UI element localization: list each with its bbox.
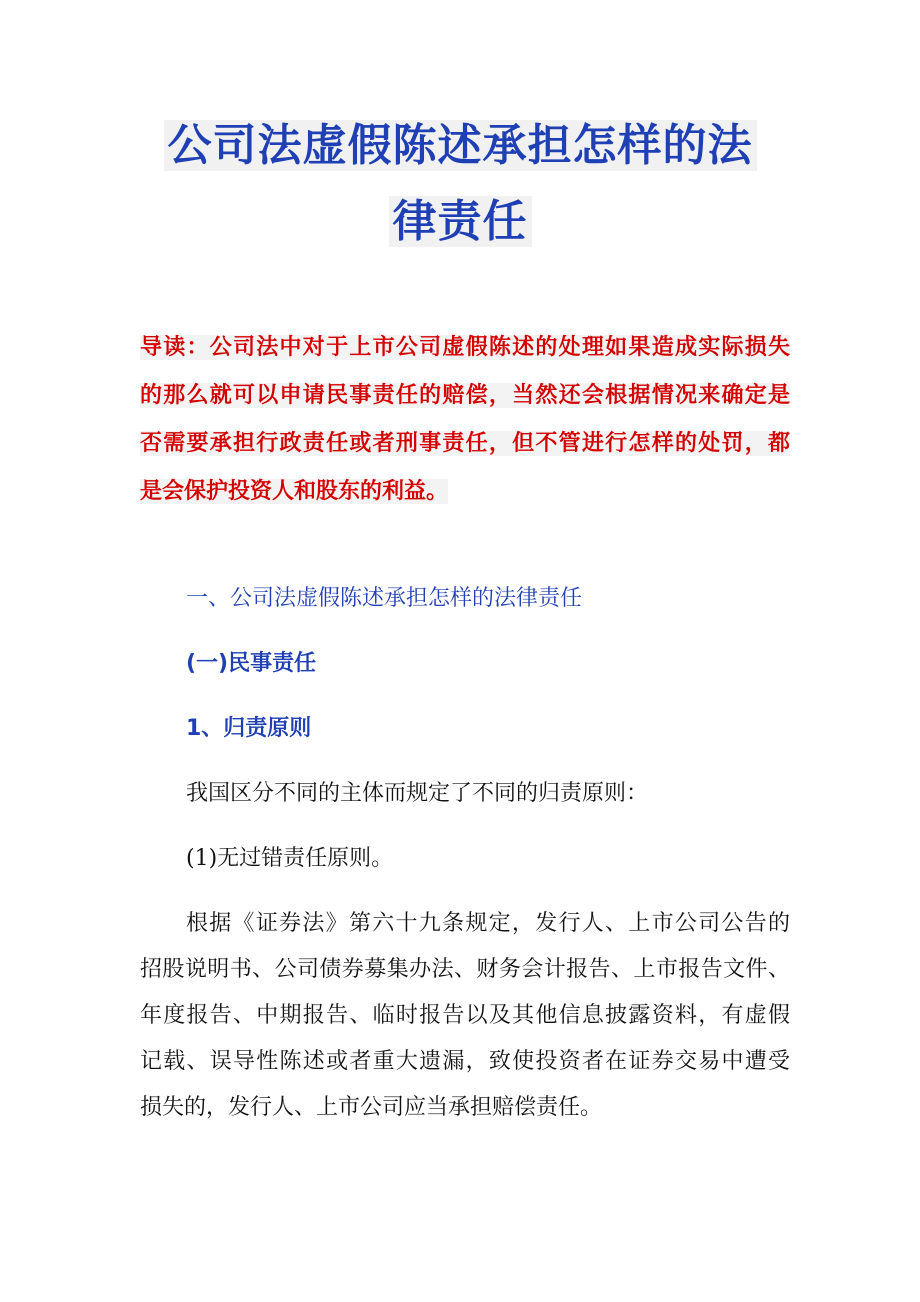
body-paragraph-3-line-4 — [140, 1042, 790, 1082]
body-paragraph-3-line-2 — [140, 950, 790, 990]
document-title-line-2 — [0, 192, 920, 252]
p3-text-3: 年度报告、中期报告、临时报告以及其他信息披露资料，有虚假 — [140, 1003, 790, 1028]
lead-line-1 — [140, 322, 790, 374]
p3-text-1: 根据《证券法》第六十九条规定，发行人、上市公司公告的 — [186, 911, 790, 936]
body-paragraph-2: (1)无过错责任原则。 — [186, 846, 394, 871]
body-paragraph-3-line-5: 损失的，发行人、上市公司应当承担赔偿责任。 — [140, 1095, 603, 1120]
body-paragraph-1: 我国区分不同的主体而规定了不同的归责原则： — [186, 781, 649, 806]
document-title-line-1 — [0, 116, 920, 176]
item-heading-imputation-principle: 1、归责原则 — [186, 716, 312, 741]
lead-text-4: 是会保护投资人和股东的利益。 — [140, 479, 449, 504]
lead-line-4 — [140, 466, 790, 518]
lead-text-2: 的那么就可以申请民事责任的赔偿，当然还会根据情况来确定是 — [140, 383, 790, 408]
body-paragraph-3-line-3 — [140, 996, 790, 1036]
lead-text-1: 导读：公司法中对于上市公司虚假陈述的处理如果造成实际损失 — [140, 335, 790, 360]
section-heading-1: 一、公司法虚假陈述承担怎样的法律责任 — [186, 586, 583, 611]
p3-text-2: 招股说明书、公司债券募集办法、财务会计报告、上市报告文件、 — [140, 957, 790, 982]
title-text-1: 公司法虚假陈述承担怎样的法 — [164, 120, 757, 171]
body-paragraph-3-line-1 — [186, 904, 790, 944]
lead-text-3: 否需要承担行政责任或者刑事责任，但不管进行怎样的处罚，都 — [140, 431, 790, 456]
title-text-2: 律责任 — [389, 196, 532, 247]
p3-text-4: 记载、误导性陈述或者重大遗漏，致使投资者在证券交易中遭受 — [140, 1049, 790, 1074]
lead-line-3 — [140, 418, 790, 470]
lead-line-2 — [140, 370, 790, 422]
subsection-heading-civil-liability: (一)民事责任 — [186, 651, 317, 676]
